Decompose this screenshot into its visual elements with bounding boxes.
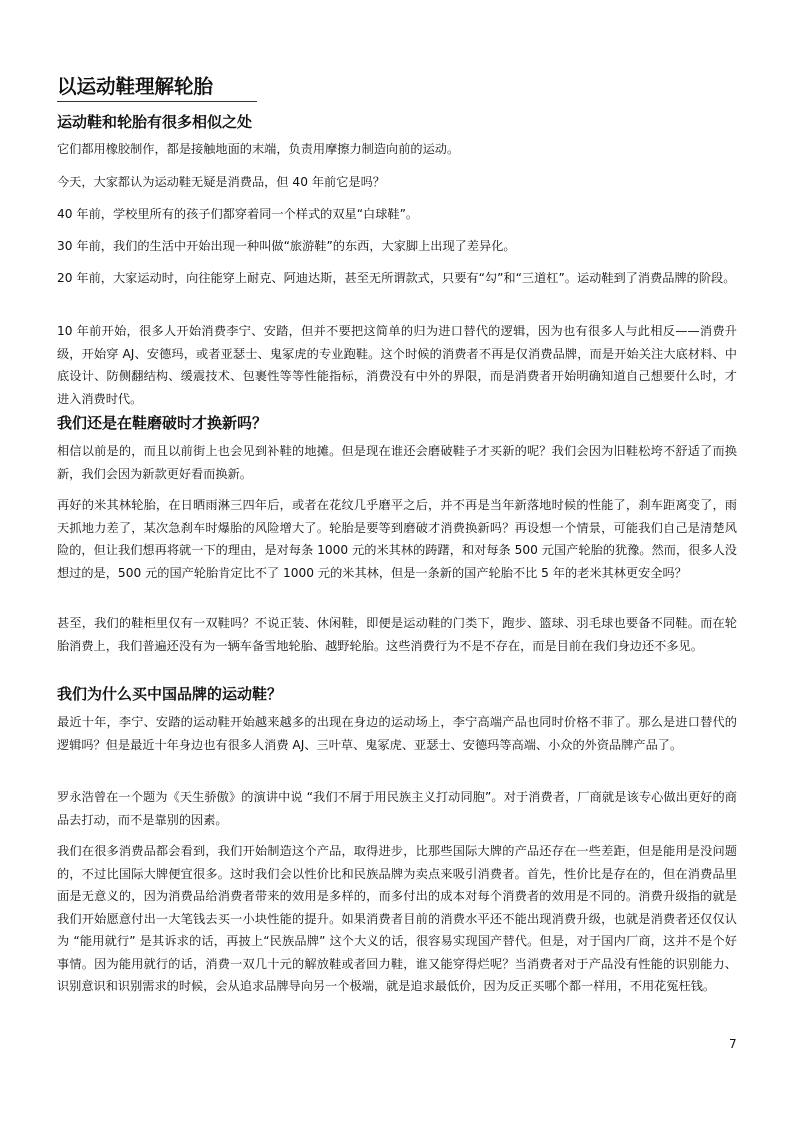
paragraph: 30 年前，我们的生活中开始出现一种叫做“旅游鞋”的东西，大家脚上出现了差异化。 xyxy=(57,239,516,253)
page-number: 7 xyxy=(729,1037,737,1051)
paragraph: 40 年前，学校里所有的孩子们都穿着同一个样式的双星“白球鞋”。 xyxy=(57,207,419,221)
section-heading-chinese-brands: 我们为什么买中国品牌的运动鞋？ xyxy=(57,685,283,703)
paragraph: 最近十年，李宁、安踏的运动鞋开始越来越多的出现在身边的运动场上，李宁高端产品也同时价格不菲了。那么是进口替代的逻辑吗？但是最近十年身边也有很多人消费 AJ、三叶草、鬼冢虎、亚瑟士、安德玛等高端、小众的外资品牌产品了。 xyxy=(57,715,737,752)
paragraph: 甚至，我们的鞋柜里仅有一双鞋吗？不说正装、休闲鞋，即便是运动鞋的门类下，跑步、篮球、羽毛球也要备不同鞋。而在轮胎消费上，我们普遍还没有为一辆车备雪地轮胎、越野轮胎。这些消费行为不是不存在，而是目前在我们身边还不多见。 xyxy=(57,616,737,653)
paragraph: 相信以前是的，而且以前街上也会见到补鞋的地摊。但是现在谁还会磨破鞋子才买新的呢？我们会因为旧鞋松垮不舒适了而换新，我们会因为新款更好看而换新。 xyxy=(57,444,737,481)
section-heading-similarities: 运动鞋和轮胎有很多相似之处 xyxy=(57,113,253,131)
paragraph: 再好的米其林轮胎，在日晒雨淋三四年后，或者在花纹几乎磨平之后，并不再是当年新落地时候的性能了，刹车距离变了，雨天抓地力差了，某次急刹车时爆胎的风险增大了。轮胎是要等到磨破才消费换新吗？再设想一个情景，可能我们自己是清楚风险的，但让我们想再将就一下的理由，是对每条 1000 元的米其林的踌躇，和对每条 500 元国产轮胎的犹豫。然而，很多人没想过的是，500 元的国产轮胎肯定比不了 1000 元的米其林，但是一条新的国产轮胎不比 5 年的老米其林更安全吗？ xyxy=(57,498,737,580)
paragraph: 20 年前，大家运动时，向往能穿上耐克、阿迪达斯，甚至无所谓款式，只要有“勾”和“三道杠”。运动鞋到了消费品牌的阶段。 xyxy=(57,271,736,285)
paragraph: 今天，大家都认为运动鞋无疑是消费品，但 40 年前它是吗？ xyxy=(57,175,385,189)
paragraph: 罗永浩曾在一个题为《天生骄傲》的演讲中说 “我们不屑于用民族主义打动同胞”。对于消费者，厂商就是该专心做出更好的商品去打动，而不是靠别的因素。 xyxy=(57,790,737,827)
paragraph: 10 年前开始，很多人开始消费李宁、安踏，但并不要把这简单的归为进口替代的逻辑，因为也有很多人与此相反——消费升级，开始穿 AJ、安德玛，或者亚瑟士、鬼冢虎的专业跑鞋。这个时候的消费者不再是仅消费品牌，而是开始关注大底材料、中底设计、防侧翻结构、缓震技术、包裹性等等性能指标，消费没有中外的界限，而是消费者开始明确知道自己想要什么时，才进入消费时代。 xyxy=(57,324,737,406)
paragraph: 它们都用橡胶制作，都是接触地面的末端，负责用摩擦力制造向前的运动。 xyxy=(57,142,460,156)
section-heading-replace-when-worn: 我们还是在鞋磨破时才换新吗？ xyxy=(57,414,268,432)
page-title: 以运动鞋理解轮胎 xyxy=(57,74,257,102)
paragraph: 我们在很多消费品都会看到，我们开始制造这个产品，取得进步，比那些国际大牌的产品还存在一些差距，但是能用是没问题的，不过比国际大牌便宜很多。这时我们会以性价比和民族品牌为卖点来吸引消费者。首先，性价比是存在的，但在消费品里面是无意义的，因为消费品给消费者带来的效用是多样的，而多付出的成本对每个消费者的效用是不同的。消费升级指的就是我们开始愿意付出一大笔钱去买一小块性能的提升。如果消费者目前的消费水平还不能出现消费升级，也就是消费者还仅仅认为 “能用就行” 是其诉求的话，再披上“民族品牌” 这个大义的话，很容易实现国产替代。但是，对于国内厂商，这并不是个好事情。因为能用就行的话，消费一双几十元的解放鞋或者回力鞋，谁又能穿得烂呢？当消费者对于产品没有性能的识别能力、识别意识和识别需求的时候，会从追求品牌导向另一个极端，就是追求最低价，因为反正买哪个都一样用，不用花冤枉钱。 xyxy=(57,844,737,993)
